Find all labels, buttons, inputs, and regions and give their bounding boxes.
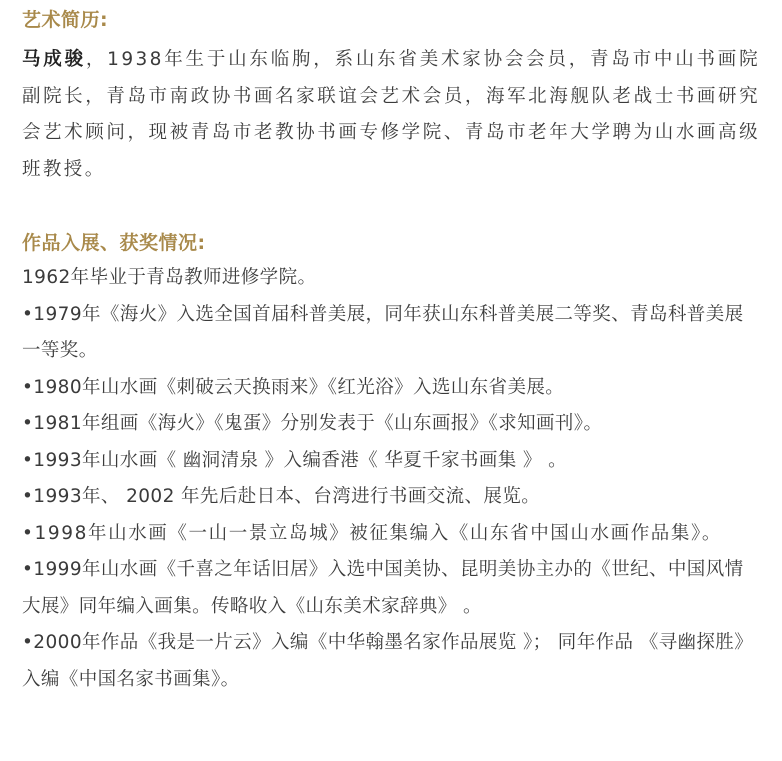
list-item: •1998年山水画《一山一景立岛城》被征集编入《山东省中国山水画作品集》。 — [22, 522, 722, 544]
list-item: •2000年作品《我是一片云》入编《中华翰墨名家作品展览 》； 同年作品 《寻幽探胜》入编《中国名家书画集》。 — [22, 632, 754, 690]
list-item: •1979年《海火》入选全国首届科普美展，同年获山东科普美展二等奖、青岛科普美展一等奖。 — [22, 303, 744, 361]
list-item: 1962年毕业于青岛教师进修学院。 — [22, 267, 317, 288]
exhibitions-awards-heading: 作品入展、获奖情况: — [22, 232, 206, 254]
biography-text: ，1938年生于山东临朐，系山东省美术家协会会员，青岛市中山书画院副院长，青岛市南政协书画名家联谊会艺术会员，海军北海舰队老战士书画研究会艺术顾问，现被青岛市老教协书画专修学院、青岛市老年大学聘为山水画高级班教授。 — [22, 49, 760, 180]
exhibitions-awards-section — [22, 226, 760, 698]
list-item: •1980年山水画《刺破云天换雨来》《红光浴》入选山东省美展。 — [22, 376, 565, 398]
list-item: •1981年组画《海火》《鬼蛋》分别发表于《山东画报》《求知画刊》。 — [22, 413, 603, 434]
list-item: •1993年山水画《 幽洞清泉 》入编香港《 华夏千家书画集 》 。 — [22, 449, 567, 471]
list-item: •1993年、 2002 年先后赴日本、台湾进行书画交流、展览。 — [22, 486, 541, 507]
artist-name: 马成骏 — [22, 49, 86, 70]
art-resume-heading: 艺术简历: — [22, 9, 109, 31]
biography-paragraph — [22, 42, 760, 188]
art-resume-section — [22, 6, 760, 188]
list-item: •1999年山水画《千喜之年话旧居》入选中国美协、昆明美协主办的《世纪、中国风情大展》同年编入画集。传略收入《山东美术家辞典》 。 — [22, 559, 744, 617]
